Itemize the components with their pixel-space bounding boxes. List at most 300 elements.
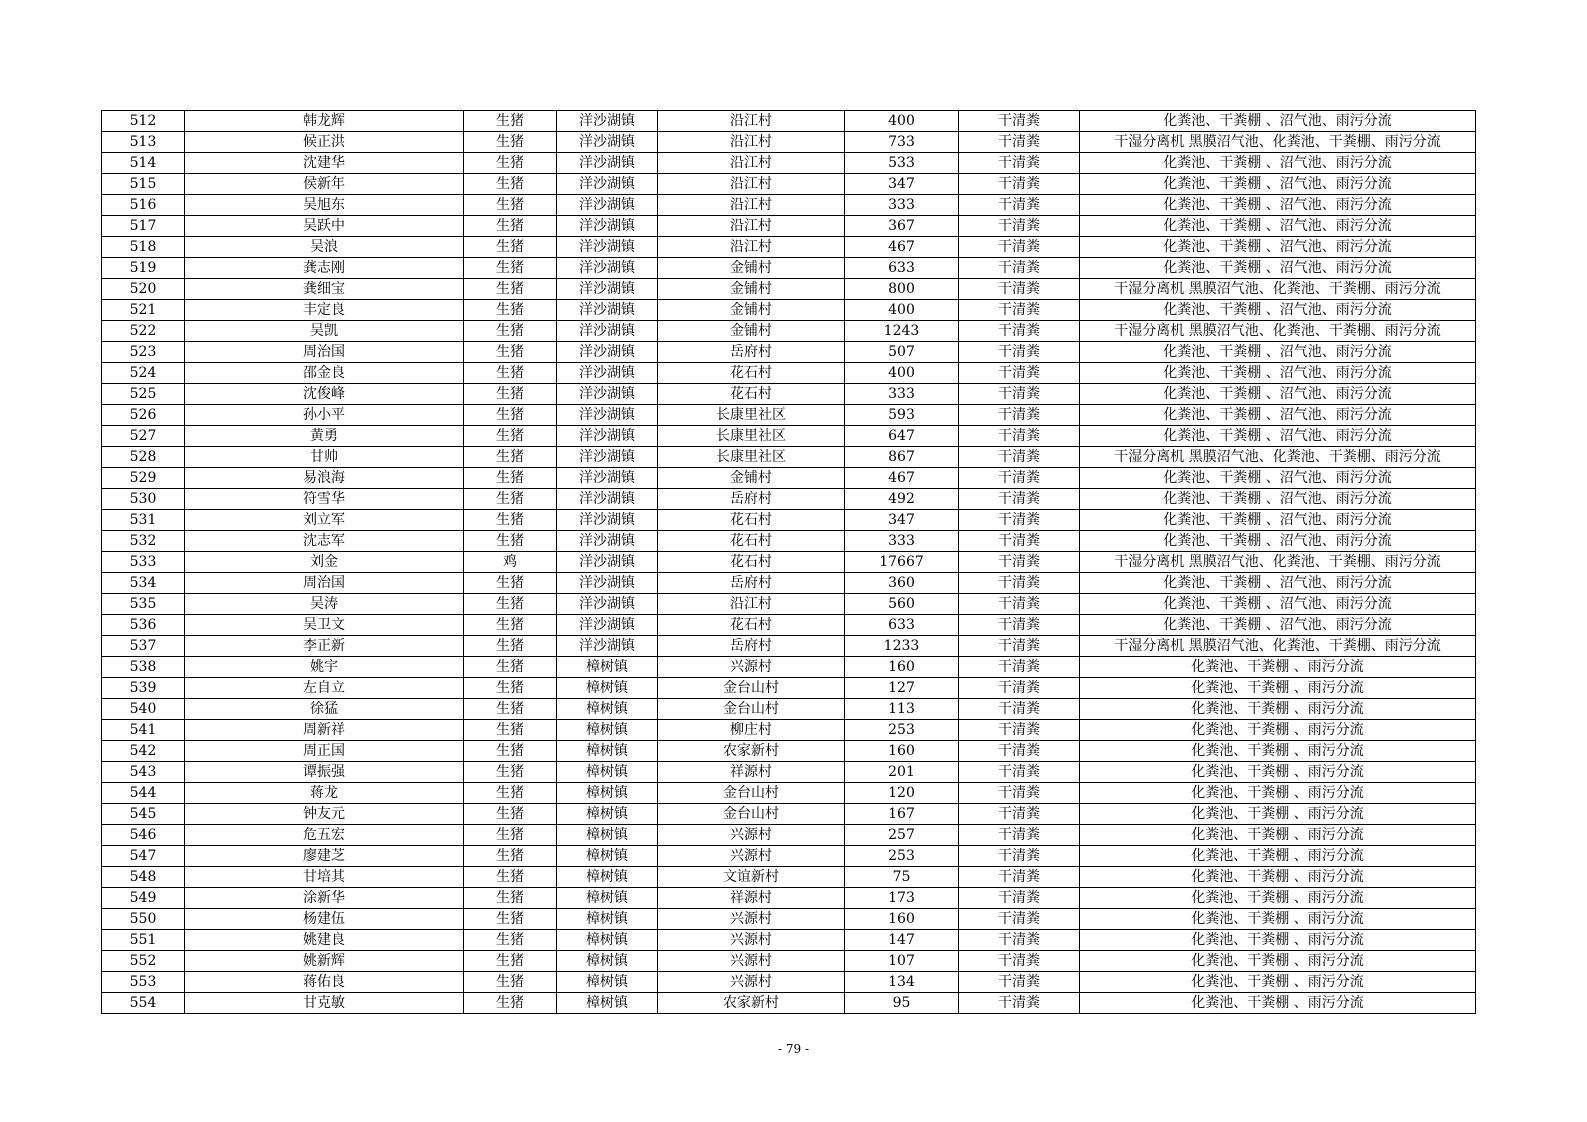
facilities-cell: 化粪池、干粪棚 、沼气池、雨污分流	[1080, 237, 1476, 258]
town-cell: 樟树镇	[557, 741, 658, 762]
row-number-cell: 534	[102, 573, 185, 594]
count-cell: 107	[845, 951, 959, 972]
livestock-cell: 生猪	[464, 951, 557, 972]
town-cell: 洋沙湖镇	[557, 552, 658, 573]
facilities-cell: 干湿分离机 黑膜沼气池、化粪池、干粪棚、雨污分流	[1080, 552, 1476, 573]
manure-method-cell: 干清粪	[959, 825, 1080, 846]
livestock-cell: 生猪	[464, 741, 557, 762]
town-cell: 洋沙湖镇	[557, 573, 658, 594]
livestock-cell: 生猪	[464, 888, 557, 909]
row-number-cell: 513	[102, 132, 185, 153]
manure-method-cell: 干清粪	[959, 657, 1080, 678]
facilities-cell: 化粪池、干粪棚 、雨污分流	[1080, 846, 1476, 867]
town-cell: 洋沙湖镇	[557, 195, 658, 216]
facilities-cell: 化粪池、干粪棚 、雨污分流	[1080, 993, 1476, 1014]
row-number-cell: 532	[102, 531, 185, 552]
row-number-cell: 522	[102, 321, 185, 342]
facilities-cell: 化粪池、干粪棚 、沼气池、雨污分流	[1080, 111, 1476, 132]
facilities-cell: 化粪池、干粪棚 、沼气池、雨污分流	[1080, 153, 1476, 174]
village-cell: 金台山村	[658, 804, 845, 825]
town-cell: 樟树镇	[557, 930, 658, 951]
count-cell: 127	[845, 678, 959, 699]
manure-method-cell: 干清粪	[959, 468, 1080, 489]
livestock-cell: 生猪	[464, 489, 557, 510]
count-cell: 507	[845, 342, 959, 363]
facilities-cell: 化粪池、干粪棚 、沼气池、雨污分流	[1080, 195, 1476, 216]
count-cell: 17667	[845, 552, 959, 573]
row-number-cell: 539	[102, 678, 185, 699]
count-cell: 647	[845, 426, 959, 447]
table-row	[102, 930, 1476, 951]
livestock-cell: 生猪	[464, 342, 557, 363]
count-cell: 201	[845, 762, 959, 783]
manure-method-cell: 干清粪	[959, 426, 1080, 447]
table-row	[102, 426, 1476, 447]
table-row	[102, 153, 1476, 174]
manure-method-cell: 干清粪	[959, 300, 1080, 321]
livestock-cell: 生猪	[464, 909, 557, 930]
village-cell: 岳府村	[658, 489, 845, 510]
name-cell: 涂新华	[185, 888, 464, 909]
livestock-cell: 生猪	[464, 111, 557, 132]
facilities-cell: 化粪池、干粪棚 、雨污分流	[1080, 930, 1476, 951]
livestock-cell: 生猪	[464, 615, 557, 636]
village-cell: 金铺村	[658, 468, 845, 489]
livestock-cell: 生猪	[464, 174, 557, 195]
row-number-cell: 547	[102, 846, 185, 867]
manure-method-cell: 干清粪	[959, 321, 1080, 342]
livestock-cell: 生猪	[464, 321, 557, 342]
village-cell: 岳府村	[658, 342, 845, 363]
town-cell: 洋沙湖镇	[557, 426, 658, 447]
name-cell: 周治国	[185, 573, 464, 594]
name-cell: 候正洪	[185, 132, 464, 153]
livestock-cell: 生猪	[464, 258, 557, 279]
livestock-cell: 生猪	[464, 720, 557, 741]
livestock-cell: 生猪	[464, 447, 557, 468]
name-cell: 吴卫文	[185, 615, 464, 636]
village-cell: 祥源村	[658, 888, 845, 909]
town-cell: 樟树镇	[557, 909, 658, 930]
count-cell: 120	[845, 783, 959, 804]
facilities-cell: 化粪池、干粪棚 、雨污分流	[1080, 720, 1476, 741]
town-cell: 樟树镇	[557, 657, 658, 678]
count-cell: 160	[845, 909, 959, 930]
facilities-cell: 化粪池、干粪棚 、雨污分流	[1080, 951, 1476, 972]
manure-method-cell: 干清粪	[959, 615, 1080, 636]
town-cell: 洋沙湖镇	[557, 615, 658, 636]
table-row	[102, 909, 1476, 930]
manure-method-cell: 干清粪	[959, 867, 1080, 888]
town-cell: 洋沙湖镇	[557, 594, 658, 615]
facilities-cell: 化粪池、干粪棚 、沼气池、雨污分流	[1080, 405, 1476, 426]
facilities-cell: 化粪池、干粪棚 、沼气池、雨污分流	[1080, 594, 1476, 615]
livestock-cell: 生猪	[464, 153, 557, 174]
village-cell: 花石村	[658, 363, 845, 384]
facilities-cell: 化粪池、干粪棚 、雨污分流	[1080, 909, 1476, 930]
table-row	[102, 741, 1476, 762]
count-cell: 167	[845, 804, 959, 825]
livestock-cell: 生猪	[464, 279, 557, 300]
name-cell: 蒋佑良	[185, 972, 464, 993]
count-cell: 333	[845, 384, 959, 405]
name-cell: 吴浪	[185, 237, 464, 258]
row-number-cell: 552	[102, 951, 185, 972]
name-cell: 李正新	[185, 636, 464, 657]
manure-method-cell: 干清粪	[959, 132, 1080, 153]
count-cell: 1243	[845, 321, 959, 342]
name-cell: 谭振强	[185, 762, 464, 783]
town-cell: 樟树镇	[557, 867, 658, 888]
town-cell: 洋沙湖镇	[557, 405, 658, 426]
count-cell: 400	[845, 363, 959, 384]
town-cell: 洋沙湖镇	[557, 342, 658, 363]
manure-method-cell: 干清粪	[959, 342, 1080, 363]
town-cell: 洋沙湖镇	[557, 258, 658, 279]
table-row	[102, 468, 1476, 489]
village-cell: 金台山村	[658, 783, 845, 804]
name-cell: 符雪华	[185, 489, 464, 510]
row-number-cell: 538	[102, 657, 185, 678]
name-cell: 吴旭东	[185, 195, 464, 216]
row-number-cell: 527	[102, 426, 185, 447]
village-cell: 花石村	[658, 531, 845, 552]
livestock-cell: 生猪	[464, 678, 557, 699]
name-cell: 韩龙辉	[185, 111, 464, 132]
village-cell: 岳府村	[658, 573, 845, 594]
row-number-cell: 550	[102, 909, 185, 930]
row-number-cell: 554	[102, 993, 185, 1014]
row-number-cell: 544	[102, 783, 185, 804]
table-row	[102, 216, 1476, 237]
facilities-cell: 化粪池、干粪棚 、沼气池、雨污分流	[1080, 573, 1476, 594]
manure-method-cell: 干清粪	[959, 783, 1080, 804]
livestock-cell: 生猪	[464, 846, 557, 867]
facilities-cell: 化粪池、干粪棚 、沼气池、雨污分流	[1080, 216, 1476, 237]
table-row	[102, 825, 1476, 846]
name-cell: 龚志刚	[185, 258, 464, 279]
village-cell: 兴源村	[658, 951, 845, 972]
town-cell: 洋沙湖镇	[557, 447, 658, 468]
village-cell: 文谊新村	[658, 867, 845, 888]
table-row	[102, 510, 1476, 531]
table-row	[102, 657, 1476, 678]
livestock-cell: 生猪	[464, 867, 557, 888]
manure-method-cell: 干清粪	[959, 594, 1080, 615]
count-cell: 253	[845, 720, 959, 741]
table-row	[102, 804, 1476, 825]
table-row	[102, 552, 1476, 573]
name-cell: 沈建华	[185, 153, 464, 174]
count-cell: 253	[845, 846, 959, 867]
town-cell: 洋沙湖镇	[557, 363, 658, 384]
manure-method-cell: 干清粪	[959, 720, 1080, 741]
village-cell: 兴源村	[658, 825, 845, 846]
table-row	[102, 447, 1476, 468]
name-cell: 丰定良	[185, 300, 464, 321]
town-cell: 洋沙湖镇	[557, 468, 658, 489]
table-row	[102, 636, 1476, 657]
manure-method-cell: 干清粪	[959, 489, 1080, 510]
name-cell: 左自立	[185, 678, 464, 699]
name-cell: 甘克敏	[185, 993, 464, 1014]
farm-table	[101, 110, 1476, 1014]
row-number-cell: 537	[102, 636, 185, 657]
count-cell: 257	[845, 825, 959, 846]
table-row	[102, 762, 1476, 783]
town-cell: 洋沙湖镇	[557, 489, 658, 510]
row-number-cell: 525	[102, 384, 185, 405]
facilities-cell: 化粪池、干粪棚 、沼气池、雨污分流	[1080, 384, 1476, 405]
table-row	[102, 993, 1476, 1014]
manure-method-cell: 干清粪	[959, 972, 1080, 993]
village-cell: 农家新村	[658, 741, 845, 762]
livestock-cell: 生猪	[464, 405, 557, 426]
manure-method-cell: 干清粪	[959, 531, 1080, 552]
name-cell: 孙小平	[185, 405, 464, 426]
count-cell: 160	[845, 657, 959, 678]
village-cell: 沿江村	[658, 195, 845, 216]
manure-method-cell: 干清粪	[959, 552, 1080, 573]
name-cell: 吴凯	[185, 321, 464, 342]
facilities-cell: 化粪池、干粪棚 、沼气池、雨污分流	[1080, 342, 1476, 363]
count-cell: 633	[845, 615, 959, 636]
table-row	[102, 342, 1476, 363]
count-cell: 134	[845, 972, 959, 993]
row-number-cell: 548	[102, 867, 185, 888]
manure-method-cell: 干清粪	[959, 741, 1080, 762]
count-cell: 95	[845, 993, 959, 1014]
table-row	[102, 279, 1476, 300]
row-number-cell: 529	[102, 468, 185, 489]
row-number-cell: 524	[102, 363, 185, 384]
table-row	[102, 237, 1476, 258]
facilities-cell: 化粪池、干粪棚 、雨污分流	[1080, 699, 1476, 720]
manure-method-cell: 干清粪	[959, 951, 1080, 972]
livestock-cell: 生猪	[464, 384, 557, 405]
row-number-cell: 530	[102, 489, 185, 510]
row-number-cell: 546	[102, 825, 185, 846]
livestock-cell: 生猪	[464, 804, 557, 825]
manure-method-cell: 干清粪	[959, 909, 1080, 930]
row-number-cell: 553	[102, 972, 185, 993]
facilities-cell: 化粪池、干粪棚 、雨污分流	[1080, 678, 1476, 699]
village-cell: 花石村	[658, 615, 845, 636]
table-row	[102, 699, 1476, 720]
facilities-cell: 化粪池、干粪棚 、沼气池、雨污分流	[1080, 300, 1476, 321]
row-number-cell: 520	[102, 279, 185, 300]
name-cell: 吴跃中	[185, 216, 464, 237]
facilities-cell: 干湿分离机 黑膜沼气池、化粪池、干粪棚、雨污分流	[1080, 132, 1476, 153]
town-cell: 洋沙湖镇	[557, 636, 658, 657]
facilities-cell: 干湿分离机 黑膜沼气池、化粪池、干粪棚、雨污分流	[1080, 321, 1476, 342]
manure-method-cell: 干清粪	[959, 573, 1080, 594]
village-cell: 金铺村	[658, 258, 845, 279]
village-cell: 兴源村	[658, 909, 845, 930]
livestock-cell: 生猪	[464, 783, 557, 804]
village-cell: 沿江村	[658, 174, 845, 195]
table-row	[102, 972, 1476, 993]
name-cell: 龚细宝	[185, 279, 464, 300]
town-cell: 洋沙湖镇	[557, 321, 658, 342]
row-number-cell: 536	[102, 615, 185, 636]
livestock-cell: 生猪	[464, 426, 557, 447]
row-number-cell: 515	[102, 174, 185, 195]
town-cell: 洋沙湖镇	[557, 300, 658, 321]
town-cell: 樟树镇	[557, 762, 658, 783]
name-cell: 侯新年	[185, 174, 464, 195]
livestock-cell: 生猪	[464, 132, 557, 153]
facilities-cell: 干湿分离机 黑膜沼气池、化粪池、干粪棚、雨污分流	[1080, 279, 1476, 300]
name-cell: 姚新辉	[185, 951, 464, 972]
manure-method-cell: 干清粪	[959, 510, 1080, 531]
row-number-cell: 535	[102, 594, 185, 615]
facilities-cell: 化粪池、干粪棚 、雨污分流	[1080, 804, 1476, 825]
count-cell: 347	[845, 174, 959, 195]
town-cell: 洋沙湖镇	[557, 384, 658, 405]
livestock-cell: 生猪	[464, 993, 557, 1014]
manure-method-cell: 干清粪	[959, 888, 1080, 909]
manure-method-cell: 干清粪	[959, 447, 1080, 468]
count-cell: 467	[845, 237, 959, 258]
table-row	[102, 363, 1476, 384]
table-row	[102, 678, 1476, 699]
livestock-cell: 生猪	[464, 300, 557, 321]
manure-method-cell: 干清粪	[959, 153, 1080, 174]
row-number-cell: 531	[102, 510, 185, 531]
table-body	[102, 111, 1476, 1014]
table-row	[102, 867, 1476, 888]
table-row	[102, 720, 1476, 741]
row-number-cell: 516	[102, 195, 185, 216]
town-cell: 樟树镇	[557, 993, 658, 1014]
facilities-cell: 化粪池、干粪棚 、沼气池、雨污分流	[1080, 531, 1476, 552]
facilities-cell: 化粪池、干粪棚 、雨污分流	[1080, 825, 1476, 846]
village-cell: 兴源村	[658, 657, 845, 678]
facilities-cell: 化粪池、干粪棚 、雨污分流	[1080, 657, 1476, 678]
count-cell: 400	[845, 300, 959, 321]
village-cell: 花石村	[658, 510, 845, 531]
livestock-cell: 生猪	[464, 636, 557, 657]
name-cell: 沈志军	[185, 531, 464, 552]
name-cell: 刘金	[185, 552, 464, 573]
table-row	[102, 405, 1476, 426]
town-cell: 洋沙湖镇	[557, 237, 658, 258]
town-cell: 樟树镇	[557, 678, 658, 699]
table-row	[102, 531, 1476, 552]
town-cell: 樟树镇	[557, 972, 658, 993]
count-cell: 1233	[845, 636, 959, 657]
row-number-cell: 519	[102, 258, 185, 279]
name-cell: 吴涛	[185, 594, 464, 615]
row-number-cell: 540	[102, 699, 185, 720]
village-cell: 金铺村	[658, 300, 845, 321]
count-cell: 467	[845, 468, 959, 489]
livestock-cell: 生猪	[464, 531, 557, 552]
name-cell: 周正国	[185, 741, 464, 762]
manure-method-cell: 干清粪	[959, 930, 1080, 951]
manure-method-cell: 干清粪	[959, 216, 1080, 237]
town-cell: 樟树镇	[557, 846, 658, 867]
livestock-cell: 生猪	[464, 825, 557, 846]
manure-method-cell: 干清粪	[959, 993, 1080, 1014]
table-row	[102, 321, 1476, 342]
manure-method-cell: 干清粪	[959, 363, 1080, 384]
livestock-cell: 生猪	[464, 237, 557, 258]
name-cell: 刘立军	[185, 510, 464, 531]
table-row	[102, 951, 1476, 972]
row-number-cell: 545	[102, 804, 185, 825]
livestock-cell: 生猪	[464, 468, 557, 489]
facilities-cell: 化粪池、干粪棚 、沼气池、雨污分流	[1080, 489, 1476, 510]
name-cell: 沈俊峰	[185, 384, 464, 405]
count-cell: 633	[845, 258, 959, 279]
manure-method-cell: 干清粪	[959, 237, 1080, 258]
manure-method-cell: 干清粪	[959, 846, 1080, 867]
manure-method-cell: 干清粪	[959, 762, 1080, 783]
count-cell: 347	[845, 510, 959, 531]
name-cell: 甘帅	[185, 447, 464, 468]
row-number-cell: 521	[102, 300, 185, 321]
row-number-cell: 528	[102, 447, 185, 468]
facilities-cell: 化粪池、干粪棚 、沼气池、雨污分流	[1080, 510, 1476, 531]
town-cell: 洋沙湖镇	[557, 510, 658, 531]
name-cell: 钟友元	[185, 804, 464, 825]
village-cell: 兴源村	[658, 846, 845, 867]
count-cell: 733	[845, 132, 959, 153]
count-cell: 360	[845, 573, 959, 594]
row-number-cell: 512	[102, 111, 185, 132]
town-cell: 樟树镇	[557, 888, 658, 909]
manure-method-cell: 干清粪	[959, 174, 1080, 195]
count-cell: 400	[845, 111, 959, 132]
table-row	[102, 174, 1476, 195]
facilities-cell: 化粪池、干粪棚 、沼气池、雨污分流	[1080, 426, 1476, 447]
count-cell: 333	[845, 531, 959, 552]
table-row	[102, 783, 1476, 804]
livestock-cell: 生猪	[464, 510, 557, 531]
village-cell: 沿江村	[658, 237, 845, 258]
livestock-cell: 生猪	[464, 972, 557, 993]
facilities-cell: 化粪池、干粪棚 、雨污分流	[1080, 867, 1476, 888]
facilities-cell: 化粪池、干粪棚 、沼气池、雨污分流	[1080, 258, 1476, 279]
manure-method-cell: 干清粪	[959, 804, 1080, 825]
livestock-cell: 鸡	[464, 552, 557, 573]
facilities-cell: 干湿分离机 黑膜沼气池、化粪池、干粪棚、雨污分流	[1080, 447, 1476, 468]
livestock-cell: 生猪	[464, 657, 557, 678]
manure-method-cell: 干清粪	[959, 678, 1080, 699]
row-number-cell: 526	[102, 405, 185, 426]
manure-method-cell: 干清粪	[959, 405, 1080, 426]
manure-method-cell: 干清粪	[959, 195, 1080, 216]
facilities-cell: 化粪池、干粪棚 、沼气池、雨污分流	[1080, 174, 1476, 195]
row-number-cell: 523	[102, 342, 185, 363]
town-cell: 洋沙湖镇	[557, 531, 658, 552]
village-cell: 金铺村	[658, 321, 845, 342]
name-cell: 姚宇	[185, 657, 464, 678]
table-row	[102, 573, 1476, 594]
village-cell: 长康里社区	[658, 426, 845, 447]
town-cell: 樟树镇	[557, 951, 658, 972]
village-cell: 柳庄村	[658, 720, 845, 741]
village-cell: 金台山村	[658, 678, 845, 699]
table-row	[102, 300, 1476, 321]
village-cell: 沿江村	[658, 132, 845, 153]
name-cell: 周治国	[185, 342, 464, 363]
count-cell: 367	[845, 216, 959, 237]
livestock-cell: 生猪	[464, 594, 557, 615]
table-row	[102, 384, 1476, 405]
